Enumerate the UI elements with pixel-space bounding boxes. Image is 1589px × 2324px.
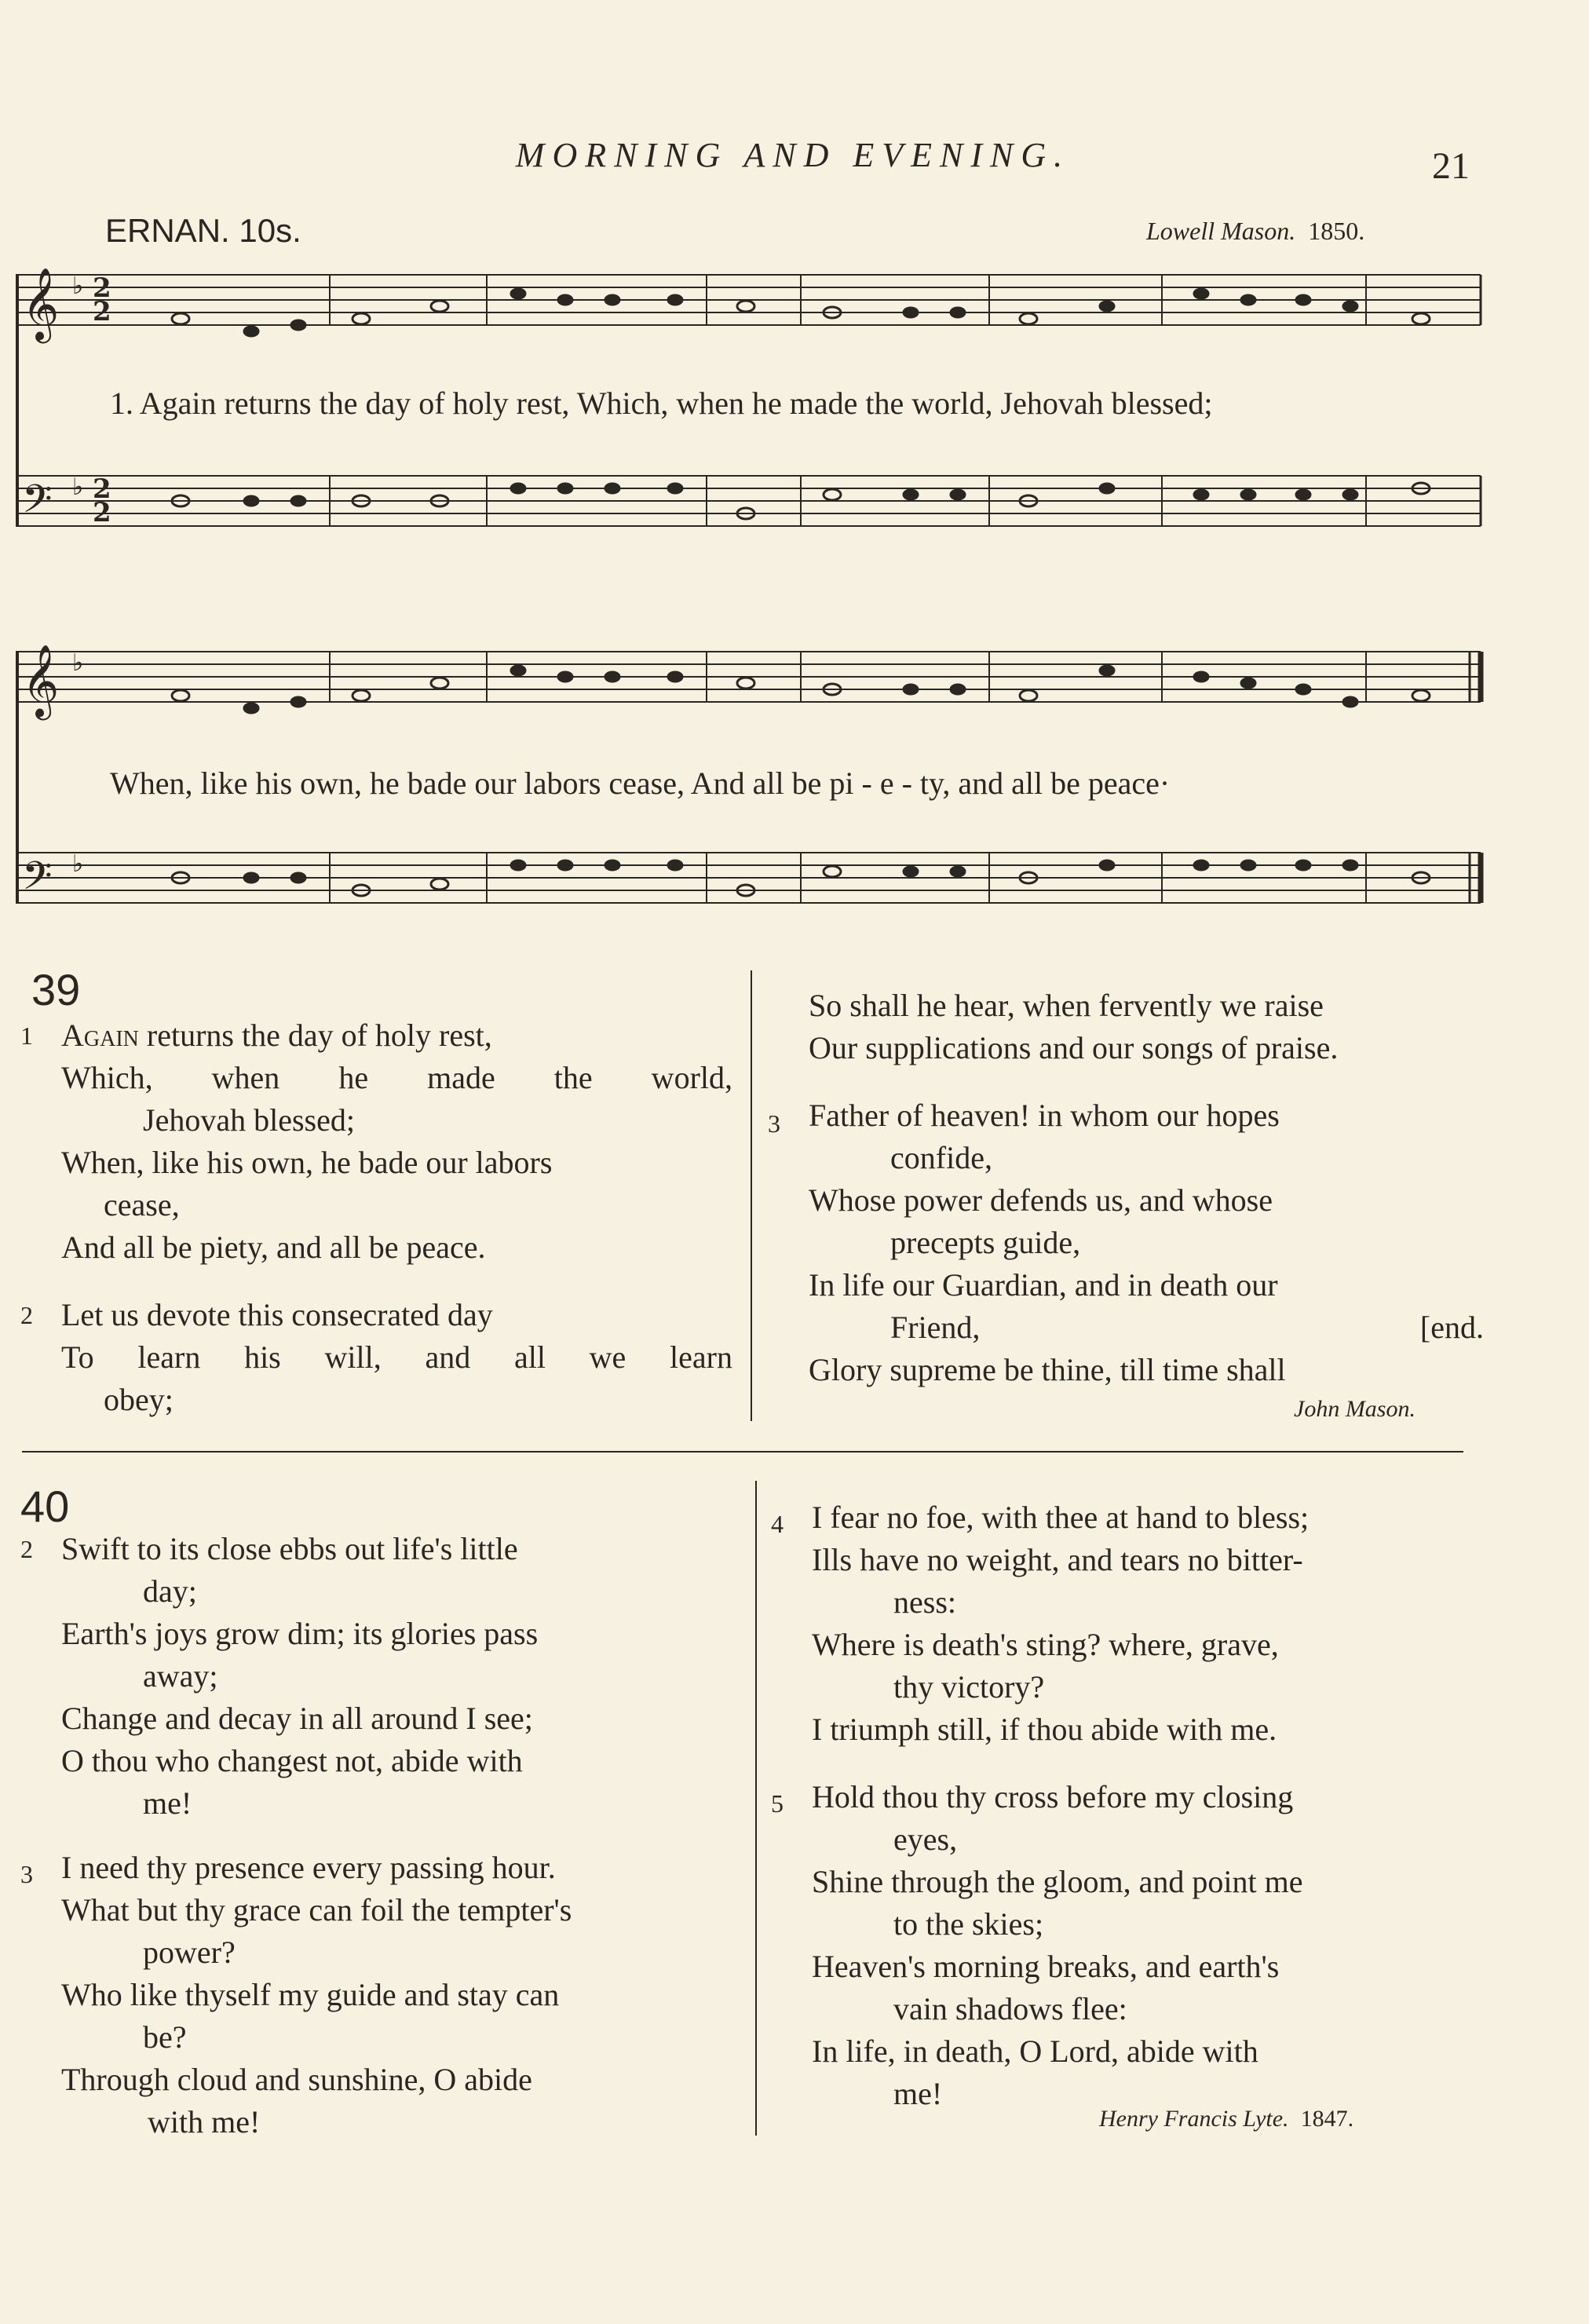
verse-line: me! [143,1785,192,1821]
hymn-39-author: John Mason. [1294,1396,1415,1422]
verse-line: I triumph still, if thou abide with me. [812,1712,1277,1747]
running-title: MORNING AND EVENING. [515,136,1071,174]
svg-text:♭: ♭ [72,473,84,501]
verse-line: be? [143,2019,187,2055]
column-divider [751,970,752,1421]
verse-line: cease, [104,1187,180,1222]
verse-line: power? [143,1935,236,1970]
svg-text:𝄞: 𝄞 [22,267,60,340]
verse-line: Let us devote this consecrated day [61,1297,493,1332]
verse-line: In life our Guardian, and in death our [809,1267,1278,1303]
svg-text:♭: ♭ [72,850,84,878]
verse-line: confide, [890,1140,992,1175]
column-divider [755,1481,757,2136]
svg-text:2: 2 [93,497,111,528]
verse-line: returns the day of holy rest, [138,1018,492,1053]
hymn-39-right-column [768,985,1484,1391]
verse-number: 4 [771,1510,784,1538]
verse-number: 3 [768,1109,780,1138]
svg-text:♭: ♭ [72,649,84,677]
svg-text:𝄢: 𝄢 [22,853,53,908]
verse-line: day; [143,1573,197,1609]
verse-line: Earth's joys grow dim; its glories pass [61,1616,539,1651]
verse-line: to the skies; [893,1906,1044,1942]
hymn-40-left-column [20,1528,736,2143]
verse-line: Father of heaven! in whom our hopes [809,1098,1280,1133]
verse-line: away; [143,1658,218,1694]
verse-number: 3 [20,1860,33,1888]
verse-line: In life, in death, O Lord, abide with [812,2034,1258,2069]
svg-text:♭: ♭ [72,272,84,300]
verse-line: eyes, [893,1822,958,1857]
verse-line: Glory supreme be thine, till time shall [809,1352,1286,1387]
svg-text:2: 2 [93,473,111,505]
verse-line: Where is death's sting? where, grave, [812,1627,1279,1662]
verse-line: Ills have no weight, and tears no bitter- [812,1542,1303,1577]
verse-line: Through cloud and sunshine, O abide [61,2062,532,2097]
svg-text:2: 2 [93,296,111,327]
verse-line: To learn his will, and all we learn [61,1339,732,1375]
svg-text:𝄢: 𝄢 [22,477,53,532]
tune-composer [1146,217,1364,246]
verse-line: I need thy presence every passing hour. [61,1850,556,1885]
verse-line: Heaven's morning breaks, and earth's [812,1949,1280,1984]
tune-name: ERNAN. 10s. [105,212,301,249]
verse-line: thy victory? [893,1669,1045,1705]
verse-line [809,1306,1484,1349]
verse-first-word: Again [61,1018,139,1053]
page-number: 21 [1432,145,1470,187]
verse-line: Our supplications and our songs of praise. [809,1030,1339,1065]
section-rule [22,1451,1463,1452]
verse-line: And all be piety, and all be peace. [61,1230,486,1265]
verse-line: ness: [893,1584,956,1620]
verse-line: So shall he hear, when fervently we raise [809,988,1324,1023]
composer-name: Lowell Mason. [1146,217,1296,245]
verse-number: 5 [771,1789,784,1818]
author-name: Henry Francis Lyte. [1099,2106,1289,2132]
verse-line: Jehovah blessed; [143,1102,355,1138]
hymn-number-40: 40 [20,1482,70,1531]
verse-line: Swift to its close ebbs out life's little [61,1531,518,1566]
verse-line: Which, when he made the world, [61,1060,732,1095]
hymn-39-left-column [20,1014,732,1421]
verse-line: Shine through the gloom, and point me [812,1864,1303,1899]
verse-number: 1 [20,1021,33,1050]
verse-number: 2 [20,1301,33,1329]
verse-line: vain shadows flee: [893,1991,1127,2026]
verse-line: What but thy grace can foil the tempter's [61,1892,572,1928]
verse-line: with me! [148,2104,261,2139]
verse-line-part: Friend, [890,1310,981,1345]
svg-text:2: 2 [93,272,111,304]
verse-line-turnover: [end. [1419,1310,1484,1345]
verse-line: Change and decay in all around I see; [61,1701,533,1736]
verse-line: precepts guide, [890,1225,1081,1260]
verse-line: Whose power defends us, and whose [809,1182,1273,1218]
hymn-number-39: 39 [31,965,81,1014]
verse-line: obey; [104,1382,174,1417]
verse-number: 2 [20,1535,33,1563]
music-lyric-line-2: When, like his own, he bade our labors cease, And all be pi - e - ty, and all be peace· [110,766,1171,801]
composer-year: 1850. [1308,217,1365,245]
verse-line: O thou who changest not, abide with [61,1743,523,1778]
svg-text:𝄞: 𝄞 [22,644,60,717]
music-lyric-line-1: 1. Again returns the day of holy rest, Which, when he made the world, Jehovah blessed; [110,386,1213,421]
verse-line: Hold thou thy cross before my closing [812,1779,1294,1814]
verse-line: Who like thyself my guide and stay can [61,1977,560,2012]
hymn-40-author [1099,2106,1353,2132]
verse-line: I fear no foe, with thee at hand to bless; [812,1500,1310,1535]
hymn-40-right-column [771,1496,1487,2115]
verse-line: When, like his own, he bade our labors [61,1145,553,1180]
author-year: 1847. [1300,2106,1354,2132]
verse-line: me! [893,2076,943,2111]
